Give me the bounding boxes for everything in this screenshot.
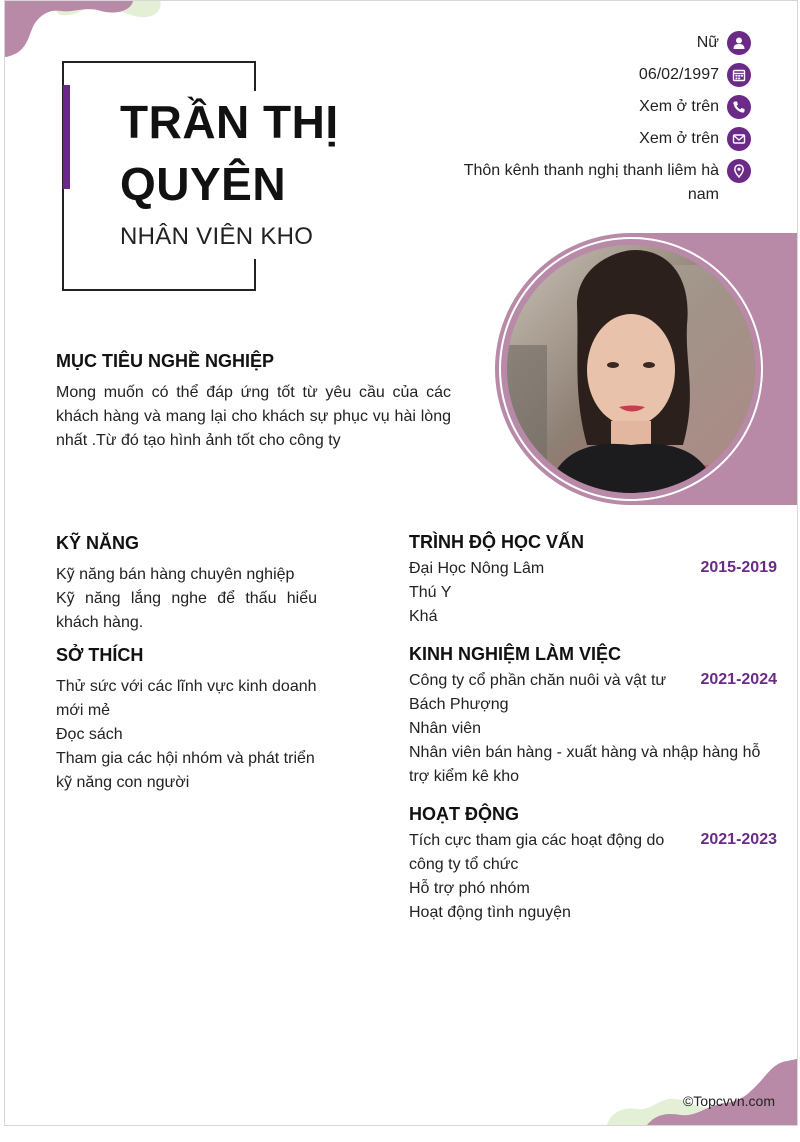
candidate-name <box>120 91 380 215</box>
cv-page <box>4 0 798 1126</box>
objective-text: Mong muốn có thể đáp ứng tốt từ yêu cầu của các khách hàng và mang lại cho khách sự phục vụ hài lòng nhất .Từ đó tạo hình ảnh tốt cho công ty <box>56 384 451 449</box>
hobby-item: Thử sức với các lĩnh vực kinh doanh mới mẻ <box>56 678 317 719</box>
phone-icon <box>727 95 751 119</box>
decorative-blob-top-left <box>5 1 165 61</box>
experience-title: KINH NGHIỆM LÀM VIỆC <box>409 644 622 664</box>
contact-list <box>431 31 751 215</box>
job-title: NHÂN VIÊN KHO <box>120 223 314 250</box>
experience-position: Nhân viên <box>409 720 482 737</box>
user-icon <box>727 31 751 55</box>
name-frame-bottom <box>62 289 256 291</box>
hobbies-list <box>56 675 326 795</box>
decorative-blob-bottom-right <box>607 1055 797 1125</box>
activity-role: Hỗ trợ phó nhóm <box>409 880 530 897</box>
skills-title: KỸ NĂNG <box>56 533 140 553</box>
name-line-1: TRẦN THỊ <box>120 96 339 148</box>
contact-phone <box>431 95 751 119</box>
activity-detail: Hoạt động tình nguyện <box>409 904 571 921</box>
experience-company: Công ty cổ phần chăn nuôi và vật tư Bách Phượng <box>409 672 667 713</box>
hobby-item: Tham gia các hội nhóm và phát triển kỹ năng con người <box>56 750 315 791</box>
location-pin-icon <box>727 159 751 183</box>
hobby-item: Đọc sách <box>56 726 123 743</box>
experience-description: Nhân viên bán hàng - xuất hàng và nhập hàng hỗ trợ kiểm kê kho <box>409 744 761 785</box>
education-grade: Khá <box>409 608 438 625</box>
profile-photo <box>507 245 755 493</box>
activity-name: Tích cực tham gia các hoạt động do công ty tổ chức <box>409 832 665 873</box>
activity-years: 2021-2023 <box>700 831 777 848</box>
education-title: TRÌNH ĐỘ HỌC VẤN <box>409 532 584 552</box>
contact-birthdate <box>431 63 751 87</box>
name-frame-right-top <box>254 61 256 91</box>
skills-list <box>56 563 317 635</box>
contact-gender <box>431 31 751 55</box>
objective-title: MỤC TIÊU NGHỀ NGHIỆP <box>56 351 275 371</box>
skill-item: Kỹ năng bán hàng chuyên nghiệp <box>56 566 295 583</box>
contact-email <box>431 127 751 151</box>
footer-credit[interactable]: ©Topcvvn.com <box>682 1093 775 1109</box>
contact-address-text: Thôn kênh thanh nghị thanh liêm hà nam <box>463 162 719 203</box>
calendar-icon <box>727 63 751 87</box>
activities-title: HOẠT ĐỘNG <box>409 804 519 824</box>
experience-years: 2021-2024 <box>700 671 777 688</box>
mail-icon <box>727 127 751 151</box>
name-frame-top <box>62 61 256 63</box>
name-accent-bar <box>63 85 70 189</box>
contact-gender-text: Nữ <box>696 34 719 51</box>
skill-item: Kỹ năng lắng nghe để thấu hiểu khách hàng. <box>56 590 317 631</box>
contact-birthdate-text: 06/02/1997 <box>638 66 719 83</box>
name-frame-right-bottom <box>254 259 256 289</box>
education-major: Thú Y <box>409 584 452 601</box>
education-years: 2015-2019 <box>700 559 777 576</box>
name-line-2: QUYÊN <box>120 158 287 210</box>
contact-phone-text: Xem ở trên <box>639 98 719 115</box>
contact-address <box>431 159 751 207</box>
contact-email-text: Xem ở trên <box>639 130 719 147</box>
education-school: Đại Học Nông Lâm <box>409 560 545 577</box>
hobbies-title: SỞ THÍCH <box>56 645 144 665</box>
